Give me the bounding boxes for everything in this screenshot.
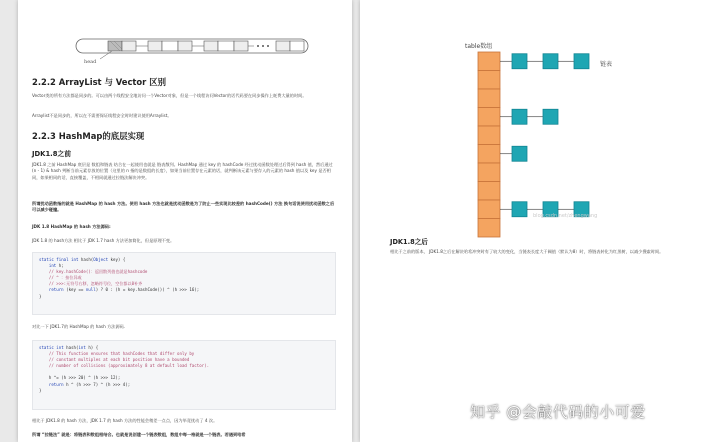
- code-line: }: [39, 387, 42, 393]
- linked-list-figure: [68, 35, 318, 65]
- section-heading-arraylist: 2.2.2 ArrayList 与 Vector 区别: [32, 77, 166, 87]
- code-line: return h ^ (h >>> 7) ^ (h >>> 4);: [48, 381, 131, 387]
- left-document-page: [18, 0, 352, 442]
- paragraph-arraylist: Arraylist不是同步的，所以在不需要保证线程安全时时建议使用Arraylist。: [32, 113, 172, 118]
- code-line: // This function ensures that hashCodes that differ only by: [48, 351, 195, 357]
- paragraph-zipper-method: 所谓 “拉链法” 就是：将链表和数组相结合。也就是说创建一个链表数组，数组中每一格就是一个链表。若遇到哈希: [32, 432, 246, 437]
- paragraph-hashmap-before-18: JDK1.8 之前 HashMap 底层是 数组和链表 结合在一起使用也就是 链表散列。HashMap 通过 key 的 hashCode 经过扰动函数处理过后得到 hash 值，然后通过 (n - 1) & hash 判断当前元素存放的位置（这里的 n 指的是数组的长度），如果当前位置存在元素的话，就判断该元素与要存入的元素的 hash 值以及 key 是否相同，如果相同的话，直接覆盖，不相同就通过拉链法解决冲突。: [32, 162, 333, 180]
- bucket-chains: [500, 54, 589, 217]
- code-line: // key.hashCode()：返回散列值也就是hashcode: [48, 269, 148, 275]
- list-node: [543, 54, 558, 69]
- code-line: static final int hash(Object key) {: [39, 257, 126, 262]
- paragraph-jdk18-after: 相比于之前的版本， JDK1.8之后在解决哈希冲突时有了较大的变化，当链表长度大于阈值（默认为8）时，将链表转化为红黑树，以减少搜索时间。: [390, 249, 664, 254]
- code-line: // constant multiples at each bit position have a bounded: [48, 357, 190, 363]
- code-line: h ^= (h >>> 20) ^ (h >>> 12);: [39, 375, 121, 381]
- array-slot: [478, 108, 500, 127]
- paragraph-performance: 相比于 JDK1.8 的 hash 方法，JDK 1.7 的 hash 方法的性能会稍差一点点，因为毕竟扰动了 4 次。: [32, 418, 218, 423]
- code-line: // number of collisions (approximately 8 at default load factor).: [48, 363, 210, 369]
- array-slot: [478, 71, 500, 90]
- code-block-jdk17-hash: [32, 340, 336, 410]
- linked-list-label: 链表: [600, 61, 613, 68]
- table-array-label: table数组: [465, 43, 493, 50]
- code-line: }: [39, 293, 42, 299]
- diagram-watermark: blog.csdn.net/zhengwang: [533, 213, 598, 219]
- list-node: [512, 146, 527, 161]
- list-node: [512, 202, 527, 217]
- code-line: static int hash(int h) {: [39, 345, 99, 350]
- array-slot: [478, 52, 500, 71]
- subheading-jdk18-before: JDK1.8之前: [32, 150, 72, 158]
- paragraph-jdk18-hash: JDK 1.8 的 hash方法 相比于 JDK 1.7 hash 方法更加简化，但是原理不变。: [32, 238, 175, 243]
- code-line: int h;: [48, 263, 64, 269]
- array-slot: [478, 200, 500, 219]
- subheading-jdk18-source: JDK 1.8 HashMap 的 hash 方法源码:: [32, 224, 111, 229]
- list-node: [512, 109, 527, 124]
- zhihu-watermark: 知乎 @会敲代码的小可爱: [470, 403, 646, 421]
- table-array: [478, 52, 500, 237]
- paragraph-compare-jdk17: 对比一下 JDK1.7的 HashMap 的 hash 方法源码.: [32, 324, 126, 329]
- array-slot: [478, 163, 500, 182]
- paragraph-vector-sync: Vector类的所有方法都是同步的。可以由两个线程安全地访问一个Vector对象，但是一个线程访问Vector的话代码要在同步操作上耗费大量的时间。: [32, 93, 307, 98]
- head-label: head: [84, 59, 97, 65]
- subheading-jdk18-after: JDK1.8之后: [390, 238, 428, 246]
- array-slot: [478, 89, 500, 108]
- code-line: return (key == null) ? 0 : (h = key.hashCode()) ^ (h >>> 16);: [48, 287, 200, 293]
- list-node: [543, 109, 558, 124]
- list-node: [574, 54, 589, 69]
- array-slot: [478, 145, 500, 164]
- code-line: // ^ ：按位异或: [48, 275, 82, 281]
- linked-list-diagram: [76, 39, 308, 59]
- array-slot: [478, 219, 500, 238]
- paragraph-disturb-function: 所谓扰动函数指的就是 HashMap 的 hash 方法。使用 hash 方法也就是扰动函数是为了防止一些实现比较差的 hashCode() 方法 换句话说使用扰动函数之后可以减少碰撞。: [32, 201, 335, 213]
- right-document-page: [360, 0, 720, 442]
- code-block-jdk18-hash: [32, 252, 336, 315]
- hashmap-structure-diagram: [360, 0, 720, 240]
- section-heading-hashmap: 2.2.3 HashMap的底层实现: [32, 131, 145, 141]
- array-slot: [478, 126, 500, 145]
- code-line: // >>>:无符号右移，忽略符号位，空位都以0补齐: [48, 281, 143, 287]
- array-slot: [478, 182, 500, 201]
- list-node: [512, 54, 527, 69]
